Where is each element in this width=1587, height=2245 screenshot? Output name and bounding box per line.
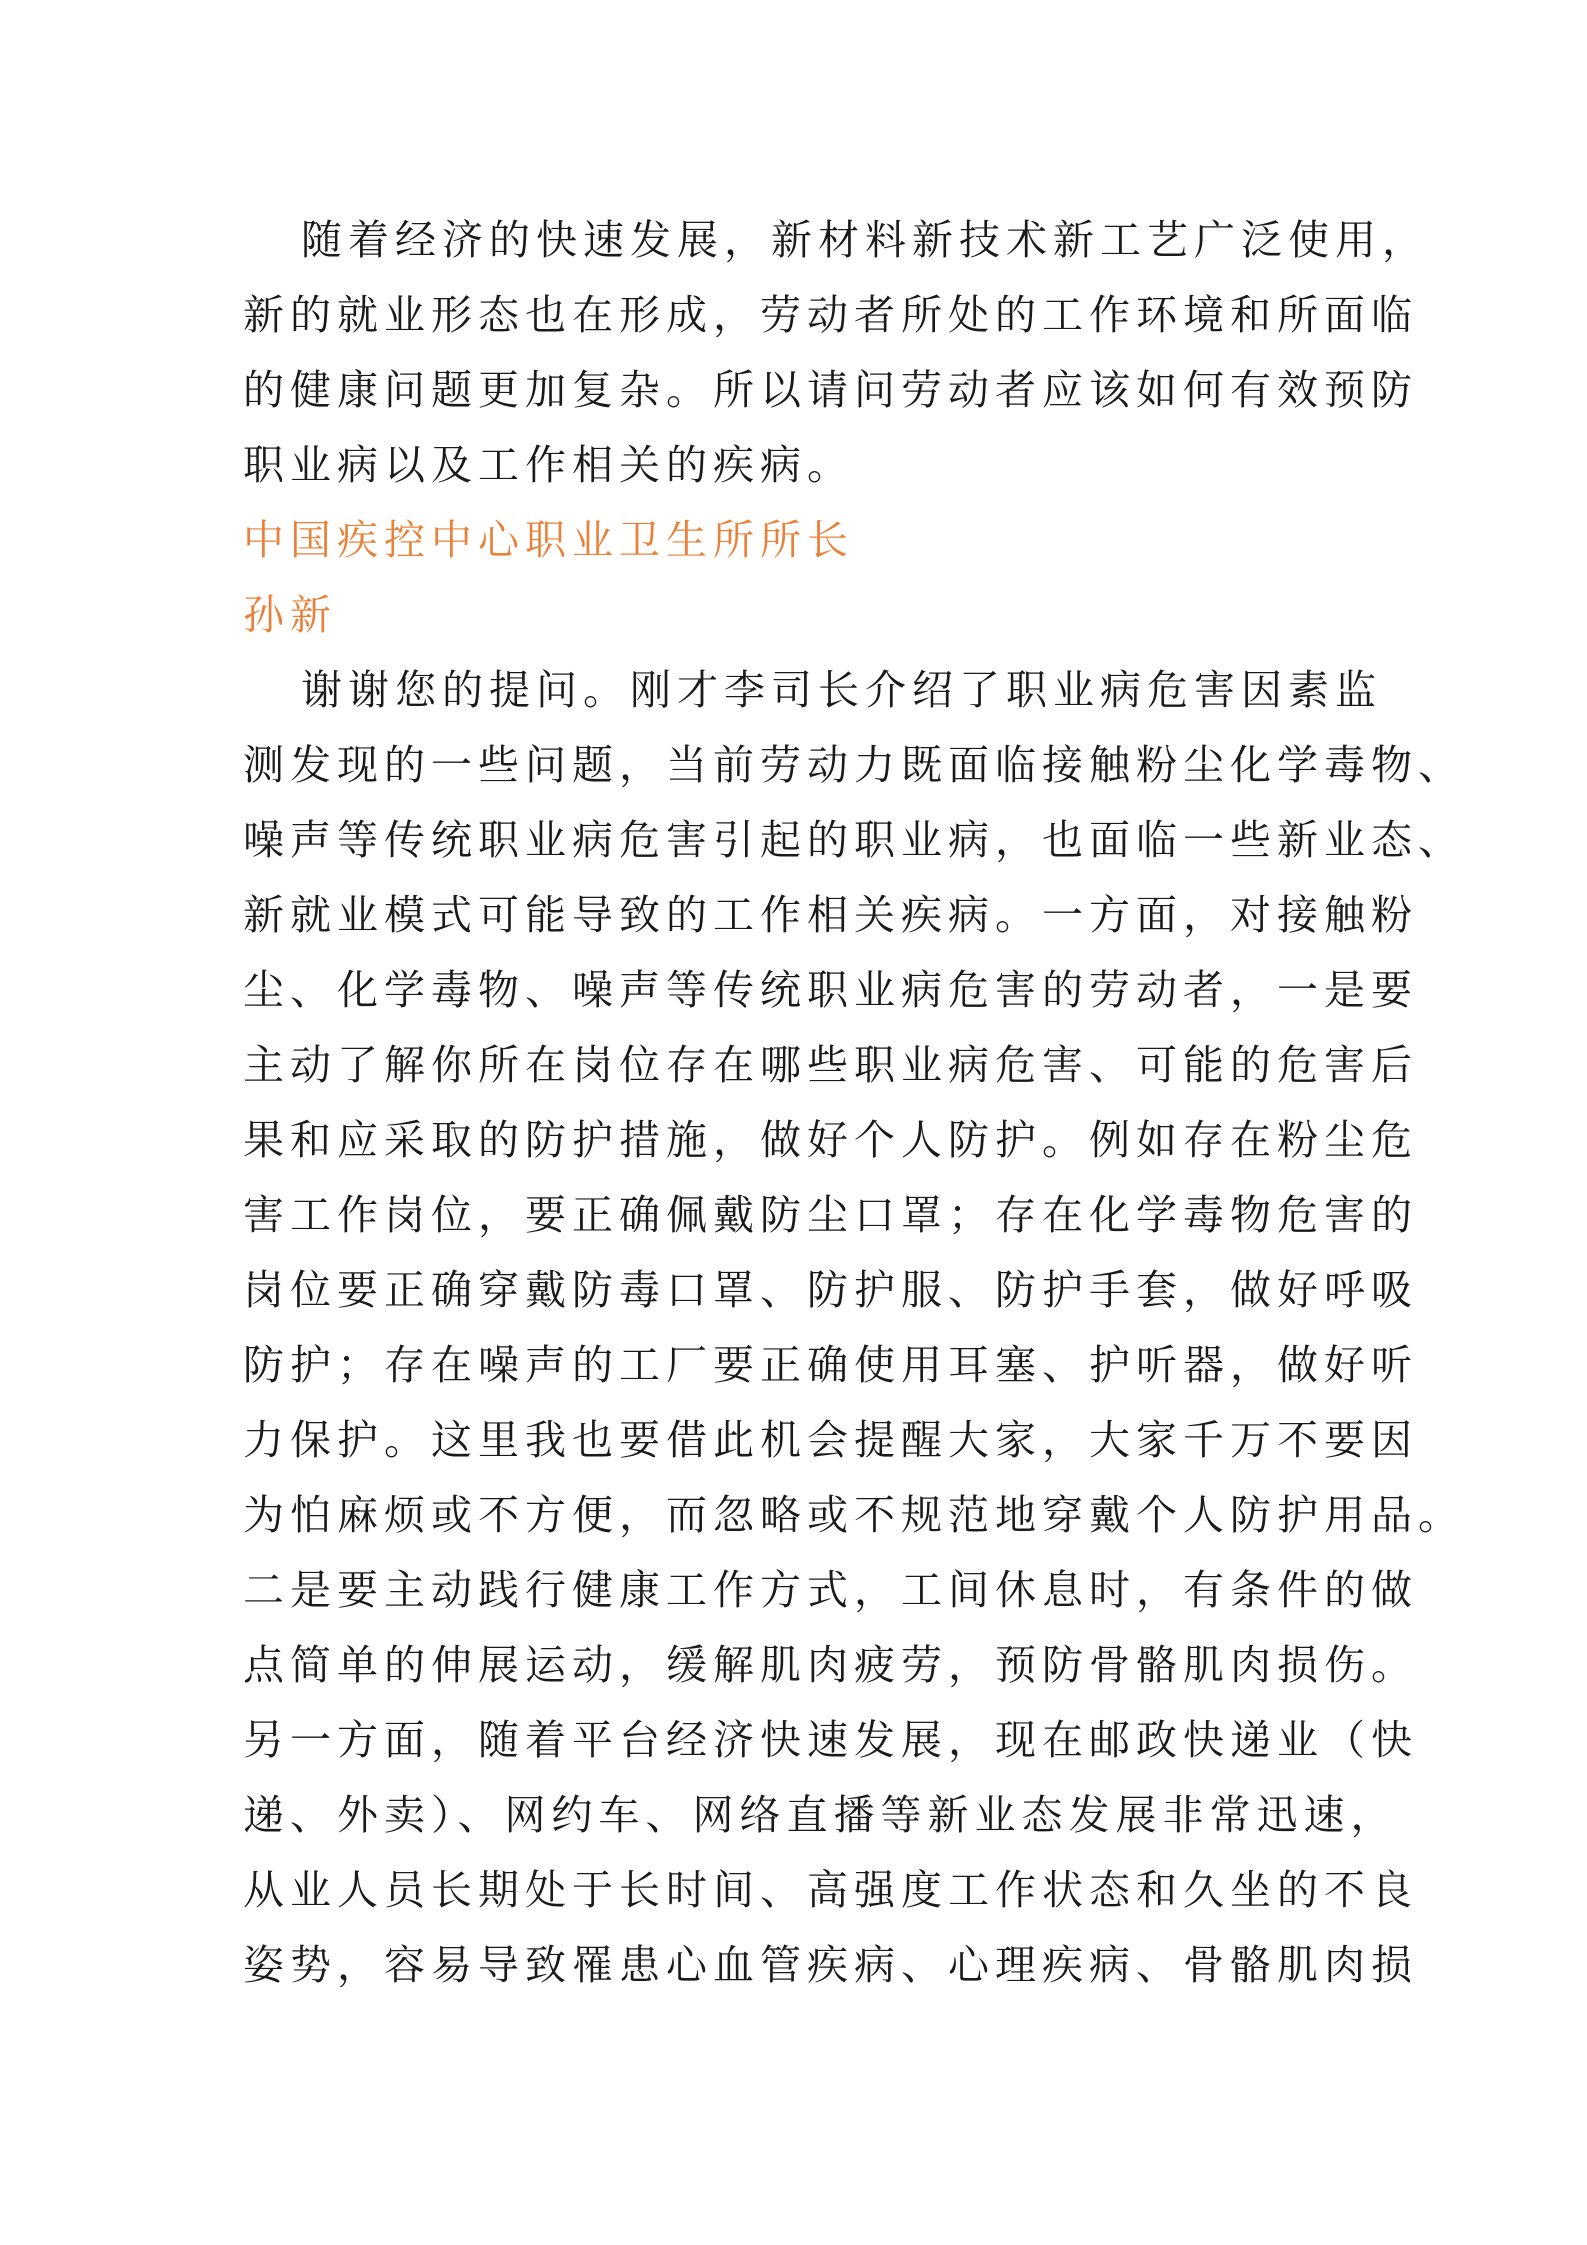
paragraph-line: 另一方面，随着平台经济快速发展，现在邮政快递业（快 <box>243 1716 1418 1764</box>
speaker-title: 中国疾控中心职业卫生所所长 <box>243 516 854 564</box>
paragraph-line: 新就业模式可能导致的工作相关疾病。一方面，对接触粉 <box>243 891 1418 939</box>
paragraph-line: 职业病以及工作相关的疾病。 <box>243 441 854 489</box>
answer-paragraph <box>243 653 1465 2003</box>
document-body <box>243 203 1465 2003</box>
question-paragraph <box>243 203 1429 503</box>
paragraph-line: 姿势，容易导致罹患心血管疾病、心理疾病、骨骼肌肉损 <box>243 1941 1418 1989</box>
paragraph-line: 噪声等传统职业病危害引起的职业病，也面临一些新业态、 <box>243 816 1465 864</box>
paragraph-line: 谢谢您的提问。刚才李司长介绍了职业病危害因素监 <box>301 666 1382 714</box>
paragraph-line: 为怕麻烦或不方便，而忽略或不规范地穿戴个人防护用品。 <box>243 1491 1465 1539</box>
paragraph-line: 从业人员长期处于长时间、高强度工作状态和久坐的不良 <box>243 1866 1418 1914</box>
paragraph-line: 力保护。这里我也要借此机会提醒大家，大家千万不要因 <box>243 1416 1418 1464</box>
paragraph-line: 的健康问题更加复杂。所以请问劳动者应该如何有效预防 <box>243 366 1418 414</box>
paragraph-line: 递、外卖）、网约车、网络直播等新业态发展非常迅速， <box>243 1791 1398 1839</box>
paragraph-line: 点简单的伸展运动，缓解肌肉疲劳，预防骨骼肌肉损伤。 <box>243 1641 1418 1689</box>
paragraph-line: 新的就业形态也在形成，劳动者所处的工作环境和所面临 <box>243 291 1418 339</box>
speaker-name: 孙新 <box>243 591 337 639</box>
paragraph-line: 尘、化学毒物、噪声等传统职业病危害的劳动者，一是要 <box>243 966 1418 1014</box>
paragraph-line: 主动了解你所在岗位存在哪些职业病危害、可能的危害后 <box>243 1041 1418 1089</box>
paragraph-line: 测发现的一些问题，当前劳动力既面临接触粉尘化学毒物、 <box>243 741 1465 789</box>
paragraph-line: 岗位要正确穿戴防毒口罩、防护服、防护手套，做好呼吸 <box>243 1266 1418 1314</box>
paragraph-line: 随着经济的快速发展，新材料新技术新工艺广泛使用， <box>301 216 1429 264</box>
paragraph-line: 二是要主动践行健康工作方式，工间休息时，有条件的做 <box>243 1566 1418 1614</box>
paragraph-line: 防护；存在噪声的工厂要正确使用耳塞、护听器，做好听 <box>243 1341 1418 1389</box>
paragraph-line: 害工作岗位，要正确佩戴防尘口罩；存在化学毒物危害的 <box>243 1191 1418 1239</box>
paragraph-line: 果和应采取的防护措施，做好个人防护。例如存在粉尘危 <box>243 1116 1418 1164</box>
